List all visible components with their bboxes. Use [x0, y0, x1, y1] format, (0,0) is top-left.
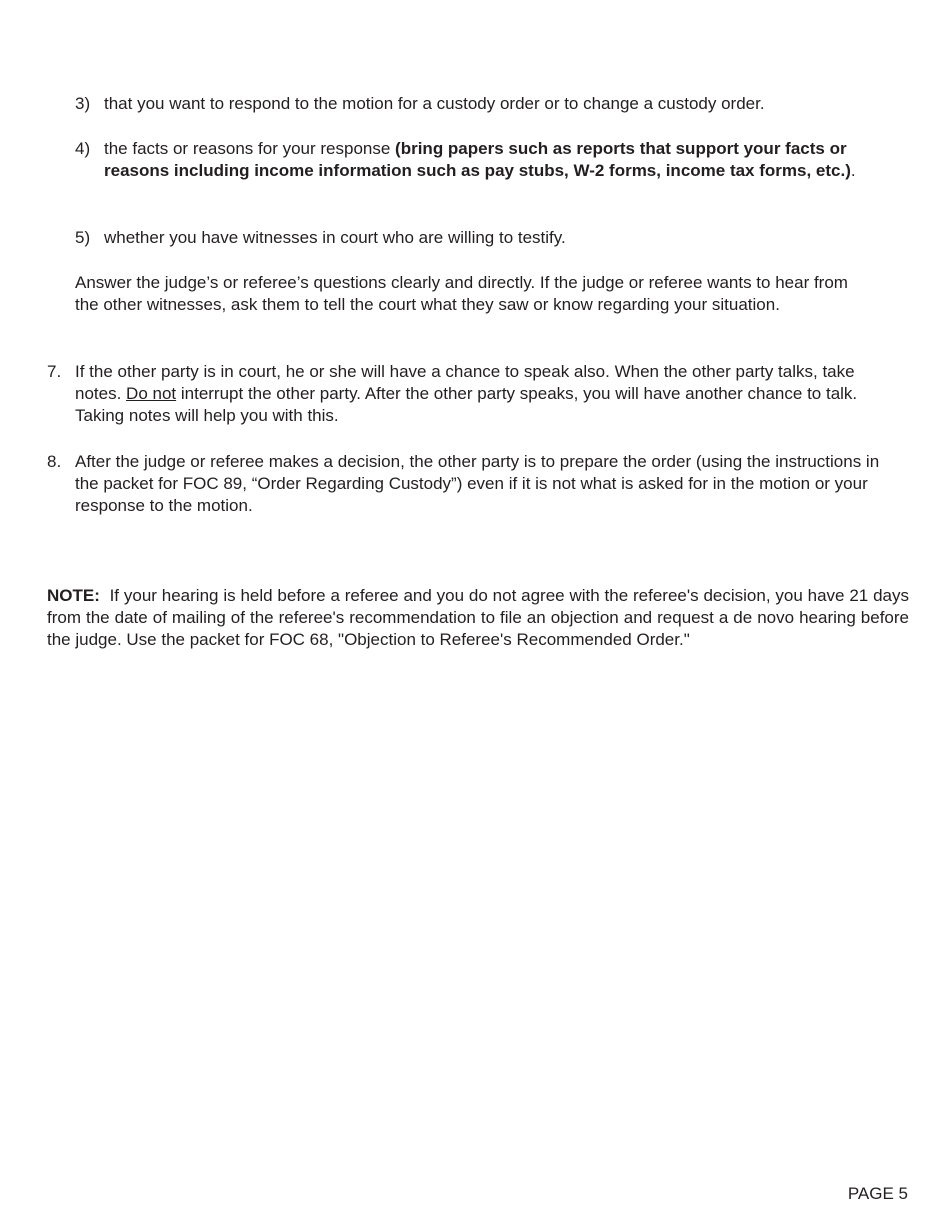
do-not-underlined: Do not: [126, 384, 177, 403]
answer-paragraph: Answer the judge’s or referee’s questions clearly and directly. If the judge or referee wants to hear from the other witnesses, ask them to tell the court what they saw or know regarding your situation.: [75, 273, 848, 314]
sub-item-text: [104, 138, 915, 182]
sub-item-3: [75, 93, 915, 115]
numbered-item-text-after: interrupt the other party. After the other party speaks, you will have another chance to talk. Taking notes will help you with this.: [75, 384, 858, 425]
sub-item-text-end: .: [850, 161, 856, 180]
sub-item-5: [75, 227, 915, 249]
note-text: If your hearing is held before a referee and you do not agree with the referee's decision, you have 21 days from the date of mailing of the referee's recommendation to file an objection and request a de novo hearing before the judge. Use the packet for FOC 68, "Objection to Referee's Recommended Order.": [47, 586, 909, 649]
page-number: PAGE 5: [847, 1184, 908, 1203]
sub-item-text-bold: (bring papers such as reports that support your facts or reasons including income information such as pay stubs, W-2 forms, income tax forms, etc.): [104, 139, 851, 180]
numbered-item-text: [75, 361, 875, 427]
note-label: NOTE:: [47, 586, 100, 605]
sub-item-number: 3): [75, 94, 91, 113]
numbered-item-text: After the judge or referee makes a decision, the other party is to prepare the order (using the instructions in the packet for FOC 89, “Order Regarding Custody”) even if it is not what is asked for in the motion or your response to the motion.: [75, 452, 880, 515]
numbered-item-number: 8.: [47, 452, 62, 471]
numbered-item-text-before: If the other party is in court, he or she will have a chance to speak also. When the other party talks, take notes.: [75, 362, 855, 403]
numbered-item-number: 7.: [47, 362, 62, 381]
sub-item-number: 5): [75, 228, 91, 247]
note-paragraph: [47, 585, 909, 651]
sub-item-number: 4): [75, 139, 91, 158]
sub-item-text: that you want to respond to the motion for a custody order or to change a custody order.: [104, 94, 765, 113]
sub-item-text: whether you have witnesses in court who are willing to testify.: [104, 228, 566, 247]
sub-item-4: [75, 138, 915, 182]
numbered-item-8: [47, 451, 897, 517]
sub-item-text-plain: the facts or reasons for your response: [104, 139, 396, 158]
numbered-item-7: [47, 361, 897, 427]
